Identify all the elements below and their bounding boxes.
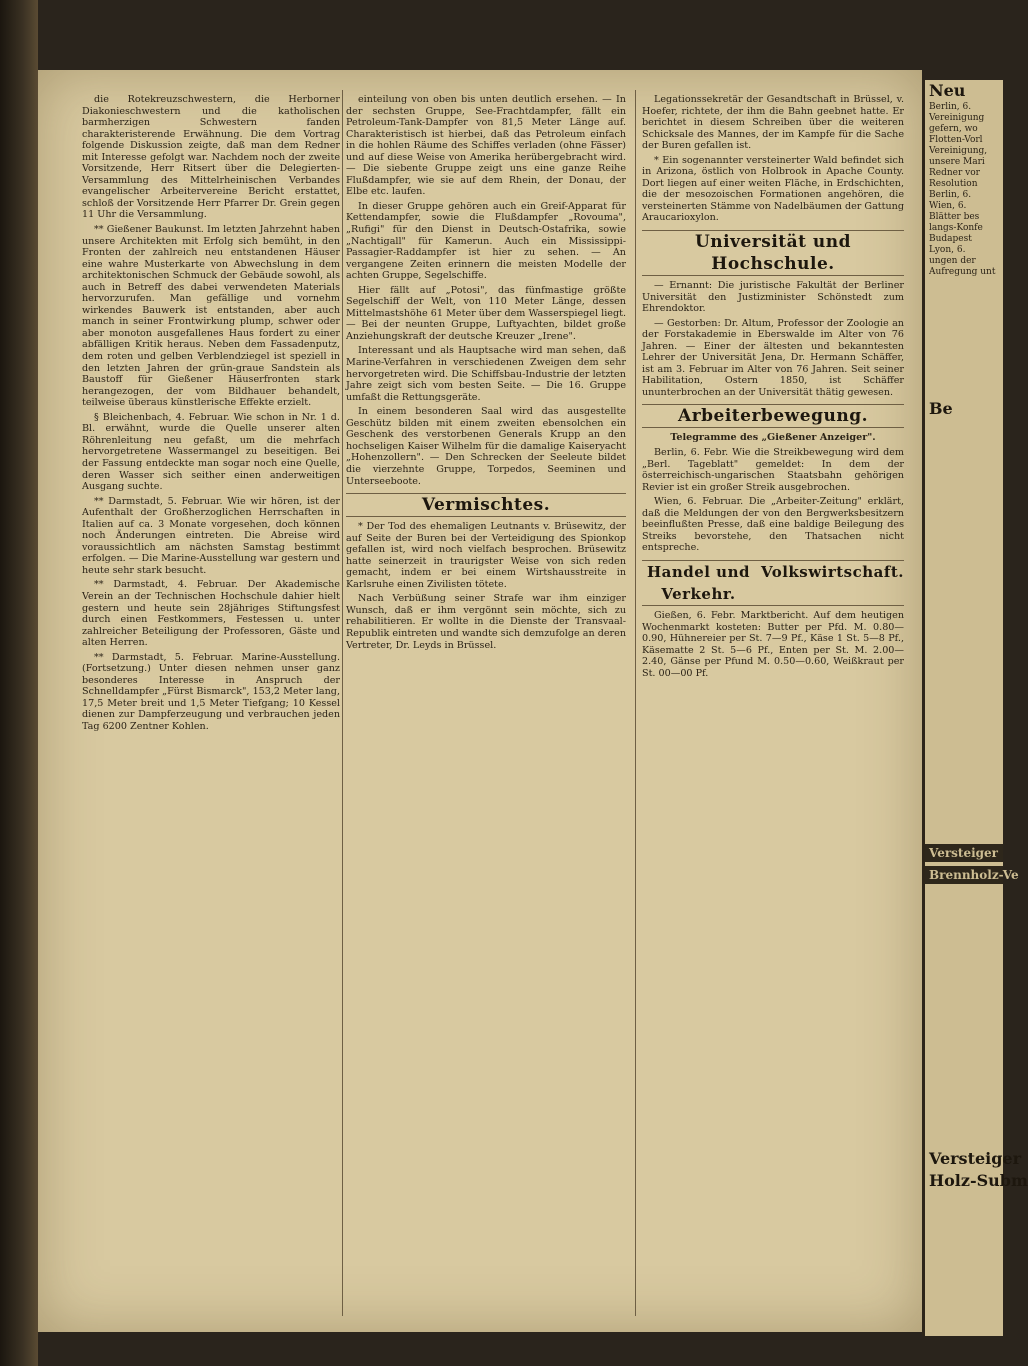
adjacent-page-line: unsere Mari bbox=[929, 157, 985, 167]
adjacent-page-line: Flotten-Vorl bbox=[929, 135, 983, 145]
article-paragraph: Wien, 6. Februar. Die „Arbeiter-Zeitung" erklärt, daß die Meldungen der von den Bergwerksbesitzern beeinflußten Presse, daß eine baldige Beilegung des Streiks bevorstehe, den Thatsachen nicht entspreche. bbox=[642, 496, 904, 554]
adjacent-page-line: langs-Konfe bbox=[929, 223, 983, 233]
adjacent-page-heading: Holz-Subm bbox=[929, 1171, 1028, 1190]
article-paragraph: * Der Tod des ehemaligen Leutnants v. Brüsewitz, der auf Seite der Buren bei der Verteidigung des Spionkop gefallen ist, wird noch vielfach besprochen. Brüsewitz hatte seinerzeit in traurigster Weise von sich reden gemacht, indem er bei einem Wirtshausstreite in Karlsruhe einen Zivilisten tötete. bbox=[346, 521, 626, 590]
section-heading-vermischtes: Vermischtes. bbox=[346, 493, 626, 517]
section-heading-handel-left: Handel und Verkehr. bbox=[646, 562, 750, 603]
left-column bbox=[82, 94, 340, 1312]
section-heading-arbeiterbewegung: Arbeiterbewegung. bbox=[642, 404, 904, 428]
adjacent-page-heading: Be bbox=[929, 399, 953, 418]
article-paragraph: In dieser Gruppe gehören auch ein Greif-Apparat für Kettendampfer, sowie die Flußdampfer „Rovouma", „Rufigi" für den Dienst in Deutsch-Ostafrika, sowie „Nachtigall" für Kamerun. Auch ein Mississippi-Passagier-Raddampfer ist hier zu sehen. — An vergangene Zeiten erinnern die meisten Modelle der achten Gruppe, Segelschiffe. bbox=[346, 200, 626, 282]
adjacent-page-heading: Versteiger bbox=[929, 1149, 1022, 1168]
article-paragraph: ** Darmstadt, 5. Februar. Marine-Ausstellung. (Fortsetzung.) Unter diesen nehmen unser ganz besonderes Interesse in Anspruch der Schnelldampfer „Fürst Bismarck", 153,2 Meter lang, 17,5 Meter breit und 1,5 Meter Tiefgang; 10 Kessel dienen zur Dampferzeugung und verbrauchen jeden Tag 6200 Zentner Kohlen. bbox=[82, 651, 340, 732]
newspaper-page bbox=[38, 70, 922, 1332]
section-heading-handel bbox=[642, 560, 904, 606]
right-column bbox=[642, 94, 904, 1312]
adjacent-page-line: Redner vor bbox=[929, 168, 980, 178]
adjacent-page-line: Vereinigung, bbox=[929, 146, 988, 156]
article-paragraph: — Gestorben: Dr. Altum, Professor der Zoologie an der Forstakademie in Eberswalde im Alter von 76 Jahren. — Einer der ältesten und bekanntesten Lehrer der Universität Jena, Dr. Hermann Schäffer, ist am 3. Februar im Alter von 76 Jahren. Seit seiner Habilitation, Ostern 1850, ist Schäffer ununterbrochen an der Universität thätig gewesen. bbox=[642, 317, 904, 398]
adjacent-page-ad-box: Brennholz-Ve bbox=[925, 866, 1003, 884]
adjacent-page-line: Resolution bbox=[929, 179, 978, 189]
article-paragraph: ** Darmstadt, 4. Februar. Der Akademische Verein an der Technischen Hochschule dahier hielt gestern und heute sein 28jähriges Stiftungsfest durch einen Festkommers, Festessen u. unter zahlreicher Beteiligung der Professoren, Gäste und alten Herren. bbox=[82, 579, 340, 649]
adjacent-page-ad-box: Versteiger bbox=[925, 844, 1003, 862]
article-paragraph: Berlin, 6. Febr. Wie die Streikbewegung wird dem „Berl. Tageblatt" gemeldet: In dem der österreichisch-ungarischen Staatsbahn gehörigen Revier ist ein großer Streik ausgebrochen. bbox=[642, 447, 904, 493]
adjacent-page-line: ungen der bbox=[929, 256, 976, 266]
adjacent-page-line: Berlin, 6. bbox=[929, 190, 972, 200]
article-paragraph: * Ein sogenannter versteinerter Wald befindet sich in Arizona, östlich von Holbrook in Apache County. Dort liegen auf einer weiten Fläche, in Erdschichten, die der mesozoischen Formationen angehören, die versteinerten Stämme von Nadelbäumen der Gattung Araucarioxylon. bbox=[642, 154, 904, 224]
middle-column bbox=[346, 94, 626, 1312]
adjacent-page-line: Lyon, 6. bbox=[929, 245, 966, 255]
article-paragraph: In einem besonderen Saal wird das ausgestellte Geschütz bilden mit einem zweiten ebensolchen ein Geschenk des verstorbenen Generals Krupp an den hochseligen Kaiser Wilhelm für die damalige Kaiseryacht „Hohenzollern". — Den Schrecken der Seeleute bildet die vierzehnte Gruppe, Torpedos, Seeminen und Unterseeboote. bbox=[346, 406, 626, 487]
article-paragraph: — Ernannt: Die juristische Fakultät der Berliner Universität den Justizminister Schönstedt zum Ehrendoktor. bbox=[642, 280, 904, 315]
adjacent-page-line: Budapest bbox=[929, 234, 972, 244]
column-rule bbox=[635, 90, 636, 1316]
adjacent-page-line: gefern, wo bbox=[929, 124, 978, 134]
adjacent-page-line: Berlin, 6. bbox=[929, 102, 972, 112]
adjacent-page-heading: Neu bbox=[929, 81, 966, 100]
telegram-subheading: Telegramme des „Gießener Anzeiger". bbox=[670, 432, 876, 444]
adjacent-page-line: Wien, 6. bbox=[929, 201, 967, 211]
article-paragraph: ** Darmstadt, 5. Februar. Wie wir hören, ist der Aufenthalt der Großherzoglichen Herrschaften in Italien auf ca. 3 Monate vorgesehen, doch können noch Änderungen eintreten. Die Abreise wird voraussichtlich am nächsten Samstag bestimmt erfolgen. — Die Marine-Ausstellung war gestern und heute sehr stark besucht. bbox=[82, 495, 340, 576]
article-paragraph: Nach Verbüßung seiner Strafe war ihm einziger Wunsch, daß er ihm vergönnt sein möchte, sich zu rehabilitieren. Er wollte in die Dienste der Transvaal-Republik eintreten und wandte sich demzufolge an deren Vertreter, Dr. Leyds in Brüssel. bbox=[346, 593, 626, 651]
adjacent-page-line: Aufregung unt bbox=[929, 267, 996, 277]
column-rule bbox=[342, 90, 343, 1316]
article-paragraph: einteilung von oben bis unten deutlich ersehen. — In der sechsten Gruppe, See-Frachtdampfer, fällt ein Petroleum-Tank-Dampfer von 81,5 Meter Länge auf. Charakteristisch ist hierbei, daß das Petroleum einfach in die hohlen Räume des Schiffes verladen (ohne Fässer) und auf diese Weise von Amerika herübergebracht wird. — Die siebente Gruppe zeigt uns eine ganze Reihe Flußdampfer, wie sie auf dem Rhein, der Donau, der Elbe etc. laufen. bbox=[346, 94, 626, 198]
section-heading-universitaet: Universität und Hochschule. bbox=[642, 230, 904, 276]
article-paragraph: Hier fällt auf „Potosi", das fünfmastige größte Segelschiff der Welt, von 110 Meter Länge, dessen Mittelmastshöhe 61 Meter über dem Wasserspiegel liegt. — Bei der neunten Gruppe, Luftyachten, bildet große Anziehungskraft der deutsche Kreuzer „Irene". bbox=[346, 284, 626, 342]
article-paragraph: ** Gießener Baukunst. Im letzten Jahrzehnt haben unsere Architekten mit Erfolg sich bemüht, in den Fronten der zahlreich neu entstandenen Häuser eine wahre Musterkarte von Abwechslung in dem architektonischen Schmuck der Gebäude sowohl, als auch in Betreff des dabei verwendeten Materials hervorzurufen. Man gefällige und vornehm wirkendes Bauwerk ist entstanden, aber auch manch in seiner Frontwirkung plump, schwer oder aber monoton ausgefallenes Haus fordert zu einer abfälligen Kritik heraus. Neben dem Fassadenputz, dem roten und gelben Verblendziegel ist speziell in den letzten Jahren der grün-graue Sandstein als Baustoff für Gießener Häuserfronten stark herangezogen, der vom Bildhauer behandelt, teilweise überaus künstlerische Effekte erzielt. bbox=[82, 224, 340, 409]
article-paragraph: die Rotekreuzschwestern, die Herborner Diakonieschwestern und die katholischen barmherzigen Schwestern fanden charakteristerende Erwähnung. Die dem Vortrag folgende Diskussion zeigte, daß man dem Redner mit Interesse gefolgt war. Nachdem noch der zweite Vorsitzende, Herr Ritsert über die Delegierten-Versammlung des Mittelrheinischen Verbandes evangelischer Arbeitervereine Bericht erstattet, schloß der Vorsitzende Herr Pfarrer Dr. Grein gegen 11 Uhr die Versammlung. bbox=[82, 94, 340, 221]
adjacent-page-line: Blätter bes bbox=[929, 212, 980, 222]
article-paragraph: Interessant und als Hauptsache wird man sehen, daß Marine-Verfahren in verschiedenen Zweigen dem sehr hervorgetreten wird. Die Schiffsbau-Industrie der letzten Jahre zeigt sich vom besten Seite. — Die 16. Gruppe umfaßt die Rettungsgeräte. bbox=[346, 345, 626, 403]
adjacent-page-edge bbox=[922, 80, 1028, 1336]
article-paragraph: Gießen, 6. Febr. Marktbericht. Auf dem heutigen Wochenmarkt kosteten: Butter per Pfd. M. 0.80—0.90, Hühnereier per St. 7—9 Pf., Käse 1 St. 5—8 Pf., Käsematte 2 St. 5—6 Pf., Enten per St. M. 2.00—2.40, Gänse per Pfund M. 0.50—0.60, Weißkraut per St. 00—00 Pf. bbox=[642, 609, 904, 679]
article-paragraph: § Bleichenbach, 4. Februar. Wie schon in Nr. 1 d. Bl. erwähnt, wurde die Quelle unserer alten Röhrenleitung neu gefaßt, um die mehrfach hervorgetretene Wassermangel zu beseitigen. Bei der Fassung entdeckte man sogar noch eine Quelle, deren Wasser sich seither einen anderweitigen Ausgang suchte. bbox=[82, 411, 340, 493]
section-heading-handel-right: Volkswirtschaft. bbox=[760, 562, 904, 581]
book-binding bbox=[0, 0, 38, 1366]
article-paragraph: Legationssekretär der Gesandtschaft in Brüssel, v. Hoefer, richtete, der ihm die Bahn geebnet hatte. Er berichtet in diesem Schreiben über die weiteren Schicksale des Mannes, der im Kampfe für die Sache der Buren gefallen ist. bbox=[642, 94, 904, 152]
adjacent-page-line: Vereinigung bbox=[929, 113, 985, 123]
